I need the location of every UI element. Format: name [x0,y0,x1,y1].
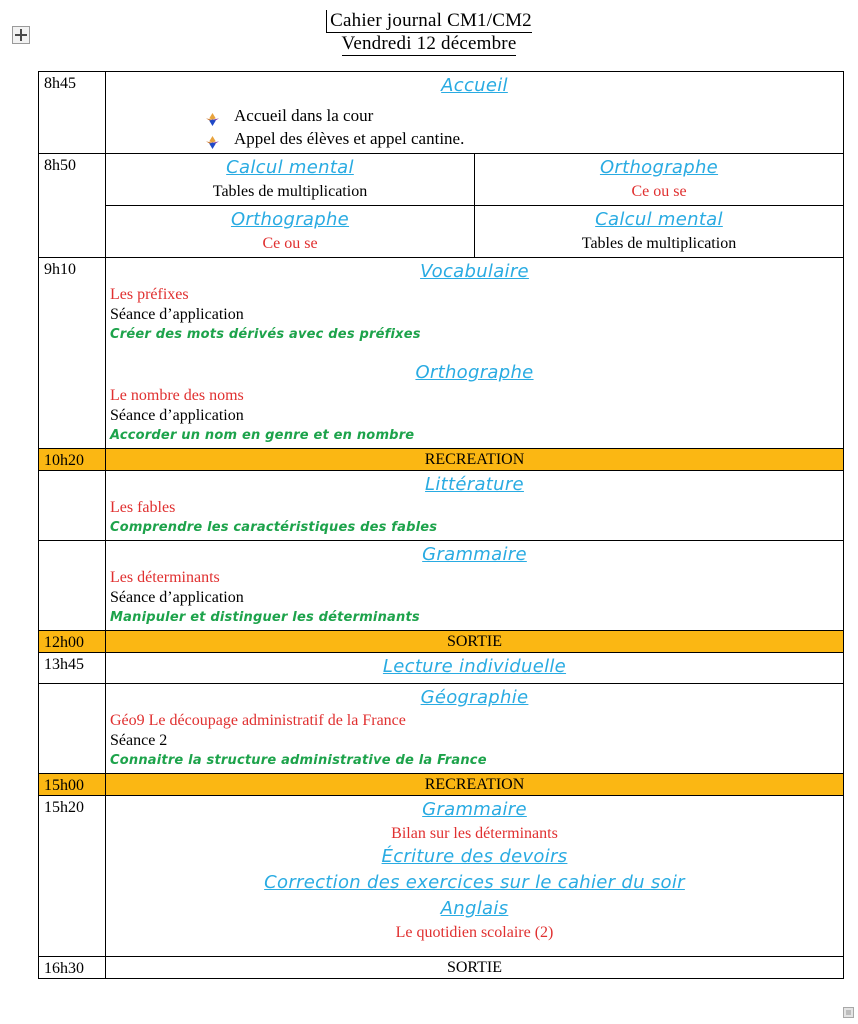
time-label [39,684,105,705]
detail-calcul-mental: Tables de multiplication [581,235,737,252]
time-label: 8h45 [44,75,76,92]
notion-grammaire: Les déterminants [110,569,220,586]
title-line-2 [0,33,858,56]
atelier-cell-3 [106,206,475,258]
break-label-recreation: RECREATION [106,774,844,796]
detail-calcul-mental: Tables de multiplication [212,183,368,200]
title-line-2-text: Vendredi 12 décembre [341,33,517,54]
subject-correction-exercices: Correction des exercices sur le cahier du soir [264,872,685,893]
time-label: 12h00 [44,634,84,651]
break-label-sortie: SORTIE [106,631,844,653]
list-item [206,104,839,127]
detail-orthographe: Ce ou se [262,235,318,252]
content-cell-geographie [106,684,844,774]
resize-handle[interactable] [843,1007,854,1018]
subject-calcul-mental: Calcul mental [226,157,354,178]
accueil-bullet-list [110,104,839,150]
table-row [106,206,843,258]
move-handle-horizontal-bar [15,34,27,36]
objectif-vocabulaire: Créer des mots dérivés avec des préfixes [110,327,421,342]
time-label: 9h10 [44,261,76,278]
seance-vocabulaire: Séance d’application [110,306,244,323]
subject-anglais: Anglais [440,898,509,919]
content-cell-fin-journee [106,796,844,957]
time-label [39,471,105,492]
subject-litterature: Littérature [425,474,524,495]
table-row-recreation-2 [39,774,844,796]
resize-handle-grip [846,1010,851,1015]
detail-orthographe: Ce ou se [631,183,687,200]
content-cell-lecture [106,653,844,684]
notion-orthographe: Le nombre des noms [110,387,244,404]
objectif-grammaire: Manipuler et distinguer les déterminants [110,610,420,625]
time-cell-ateliers [39,154,106,258]
subject-geographie: Géographie [420,687,529,708]
time-cell-lecture [39,653,106,684]
time-label: 13h45 [44,656,84,673]
subject-accueil: Accueil [441,75,508,96]
subject-calcul-mental: Calcul mental [595,209,723,230]
objectif-litterature: Comprendre les caractéristiques des fables [110,520,438,535]
time-cell-recreation-1 [39,449,106,471]
time-label: 15h20 [44,799,84,816]
content-cell-ateliers [106,154,844,258]
detail-anglais: Le quotidien scolaire (2) [395,924,554,941]
atelier-cell-1 [106,154,475,206]
table-row-lecture [39,653,844,684]
diamond-bullet-icon [206,109,219,122]
time-label: 10h20 [44,452,84,469]
journal-table [38,71,844,979]
subject-grammaire: Grammaire [422,544,527,565]
detail-grammaire-bilan: Bilan sur les déterminants [391,825,558,842]
time-cell-litterature [39,471,106,541]
objectif-geographie: Connaitre la structure administrative de la France [110,753,487,768]
table-row-ateliers [39,154,844,258]
move-handle[interactable] [12,26,30,44]
subject-grammaire-bilan: Grammaire [422,799,527,820]
content-cell-accueil [106,72,844,154]
content-cell-matin2 [106,258,844,449]
subject-vocabulaire: Vocabulaire [420,261,529,282]
table-row-fin-journee [39,796,844,957]
time-cell-grammaire-matin [39,541,106,631]
objectif-orthographe: Accorder un nom en genre et en nombre [110,428,415,443]
title-line-1-text: Cahier journal CM1/CM2 [326,10,532,33]
table-row-litterature [39,471,844,541]
diamond-bullet-icon [206,132,219,145]
notion-litterature: Les fables [110,499,176,516]
notion-geographie: Géo9 Le découpage administratif de la France [110,712,406,729]
table-row-recreation-1 [39,449,844,471]
spacer [110,943,839,953]
notion-vocabulaire: Les préfixes [110,286,189,303]
time-label: 16h30 [44,960,84,977]
time-label [39,541,105,562]
atelier-cell-4 [475,206,844,258]
time-cell-sortie-midi [39,631,106,653]
subject-lecture-individuelle: Lecture individuelle [382,656,567,677]
label-sortie-soir: SORTIE [106,957,844,979]
subject-orthographe: Orthographe [599,157,719,178]
time-cell-recreation-2 [39,774,106,796]
seance-geographie: Séance 2 [110,732,168,749]
table-row-sortie-midi [39,631,844,653]
time-cell-fin-journee [39,796,106,957]
break-label-recreation: RECREATION [106,449,844,471]
time-cell-accueil [39,72,106,154]
content-cell-litterature [106,471,844,541]
ateliers-subtable [106,154,843,257]
subject-orthographe: Orthographe [230,209,350,230]
time-cell-geographie [39,684,106,774]
time-label: 8h50 [44,157,76,174]
seance-orthographe: Séance d’application [110,407,244,424]
content-cell-grammaire-matin [106,541,844,631]
atelier-cell-2 [475,154,844,206]
table-row-accueil [39,72,844,154]
page-title [0,0,858,56]
subject-orthographe: Orthographe [415,362,534,383]
time-cell-sortie-soir [39,957,106,979]
table-row-geographie [39,684,844,774]
table-row [106,154,843,206]
table-row-sortie-soir [39,957,844,979]
list-item [206,127,839,150]
table-row-grammaire-matin [39,541,844,631]
list-item-label: Accueil dans la cour [234,106,374,125]
time-label: 15h00 [44,777,84,794]
spacer [110,344,839,360]
time-cell-matin2 [39,258,106,449]
title-line-1 [0,10,858,33]
subject-ecriture-devoirs: Écriture des devoirs [381,846,568,867]
table-row-matin2 [39,258,844,449]
seance-grammaire: Séance d’application [110,589,244,606]
list-item-label: Appel des élèves et appel cantine. [234,129,465,148]
